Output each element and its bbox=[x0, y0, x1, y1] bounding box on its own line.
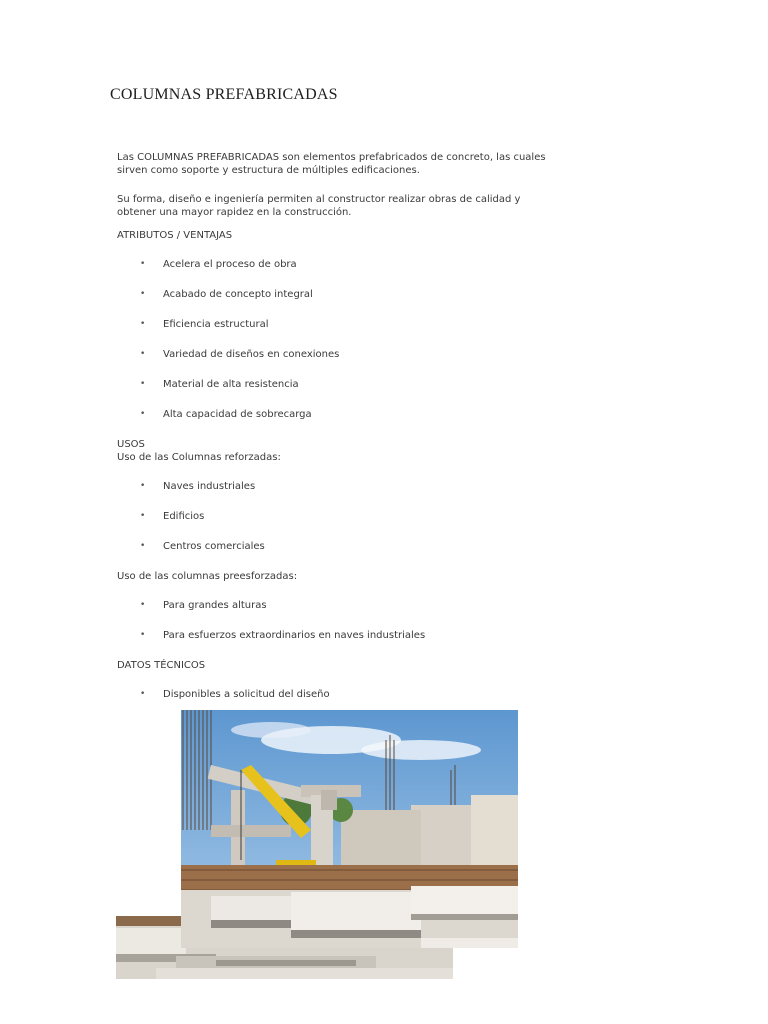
bullet-icon: • bbox=[140, 600, 146, 610]
bullet-icon: • bbox=[140, 409, 146, 419]
list-item: • Para grandes alturas bbox=[140, 600, 267, 611]
construction-photo bbox=[116, 710, 518, 980]
page-title: COLUMNAS PREFABRICADAS bbox=[110, 86, 338, 103]
reforzadas-label: Uso de las Columnas reforzadas: bbox=[117, 452, 281, 463]
photo-main-frame bbox=[181, 710, 518, 948]
bullet-icon: • bbox=[140, 349, 146, 359]
list-item: • Edificios bbox=[140, 511, 205, 522]
bullet-icon: • bbox=[140, 511, 146, 521]
bullet-icon: • bbox=[140, 379, 146, 389]
list-item: • Centros comerciales bbox=[140, 541, 265, 552]
bullet-icon: • bbox=[140, 259, 146, 269]
reforzadas-list bbox=[117, 480, 547, 553]
list-item: • Acelera el proceso de obra bbox=[140, 259, 297, 270]
bullet-icon: • bbox=[140, 289, 146, 299]
bullet-icon: • bbox=[140, 689, 146, 699]
datos-heading: DATOS TÉCNICOS bbox=[117, 660, 206, 671]
bullet-icon: • bbox=[140, 630, 146, 640]
preesforzadas-label: Uso de las columnas preesforzadas: bbox=[117, 571, 298, 582]
list-item: • Naves industriales bbox=[140, 481, 256, 492]
list-item: • Variedad de diseños en conexiones bbox=[140, 349, 340, 360]
list-item: • Material de alta resistencia bbox=[140, 379, 299, 390]
list-item: • Alta capacidad de sobrecarga bbox=[140, 409, 312, 420]
intro-paragraph-1: Las COLUMNAS PREFABRICADAS son elementos prefabricados de concreto, las cuales sirven como soporte y estructura de múltiples edificaciones. bbox=[117, 152, 546, 176]
datos-list bbox=[117, 688, 547, 701]
list-item: • Para esfuerzos extraordinarios en naves industriales bbox=[140, 630, 426, 641]
bullet-icon: • bbox=[140, 481, 146, 491]
intro-paragraph-2: Su forma, diseño e ingeniería permiten al constructor realizar obras de calidad y obtener una mayor rapidez en la construcción. bbox=[117, 194, 521, 218]
bullet-icon: • bbox=[140, 319, 146, 329]
atributos-list bbox=[117, 258, 547, 421]
document-body bbox=[117, 151, 547, 701]
preesforzadas-list bbox=[117, 599, 547, 642]
atributos-heading: ATRIBUTOS / VENTAJAS bbox=[117, 230, 233, 241]
list-item: • Disponibles a solicitud del diseño bbox=[140, 689, 330, 700]
bullet-icon: • bbox=[140, 541, 146, 551]
list-item: • Eficiencia estructural bbox=[140, 319, 269, 330]
usos-heading: USOS bbox=[117, 439, 145, 450]
list-item: • Acabado de concepto integral bbox=[140, 289, 313, 300]
